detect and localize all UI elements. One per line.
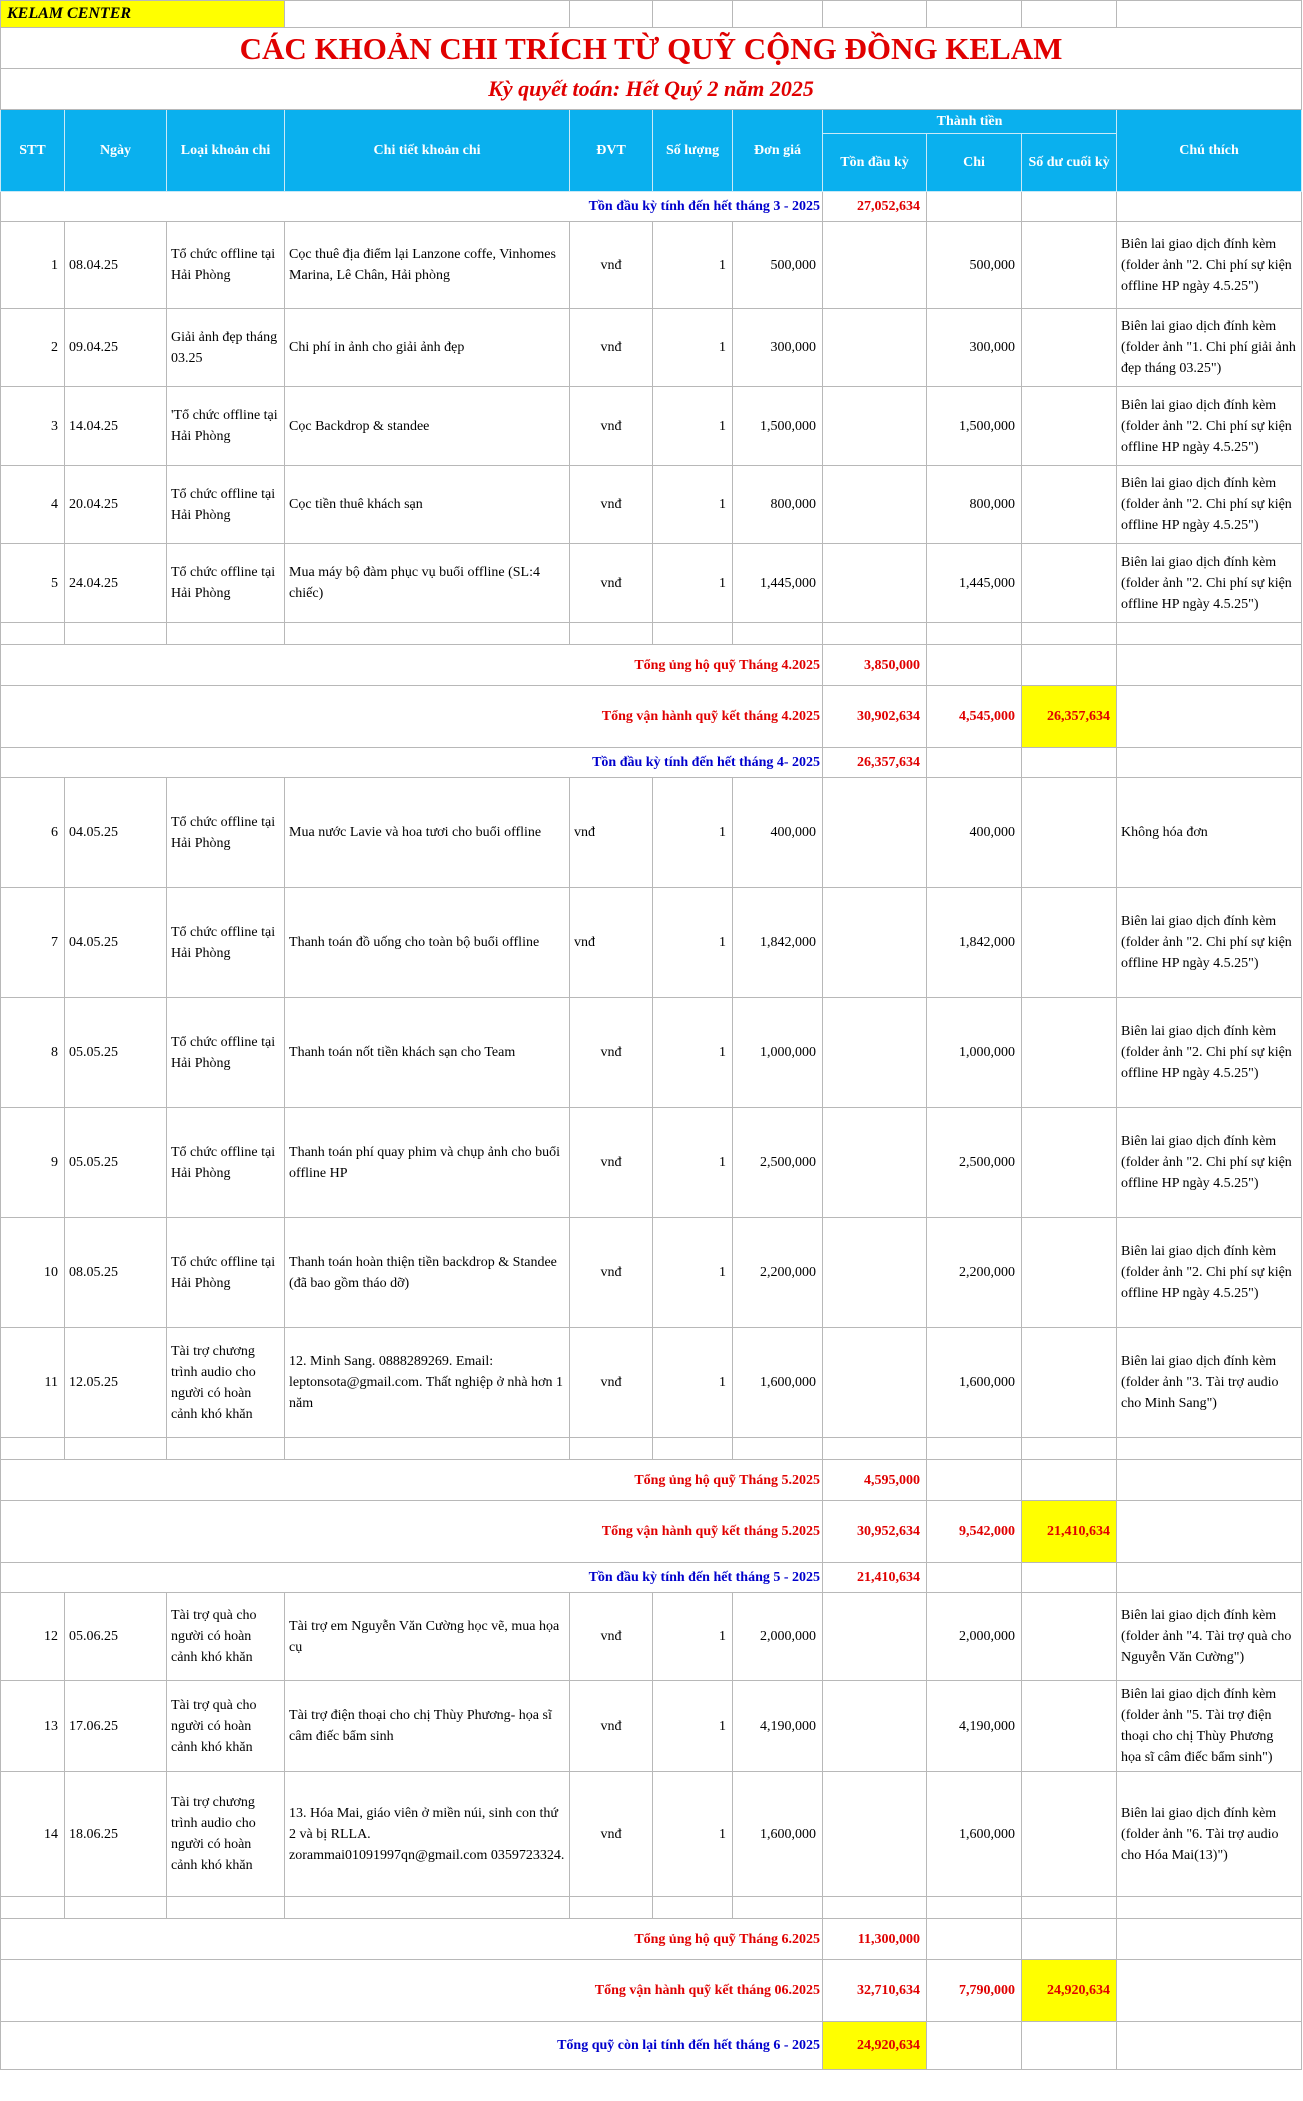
cell-closing bbox=[1022, 1328, 1117, 1438]
cell-stt: 12 bbox=[1, 1593, 65, 1681]
operating-total-label: Tổng vận hành quỹ kết tháng 4.2025 bbox=[1, 686, 823, 748]
cell-spend: 800,000 bbox=[927, 466, 1022, 544]
operating-total-row bbox=[1, 1960, 1302, 2022]
cell-date: 08.05.25 bbox=[65, 1218, 167, 1328]
operating-total-row bbox=[1, 1501, 1302, 1563]
cell-unit: vnđ bbox=[570, 466, 653, 544]
cell-unit: vnđ bbox=[570, 1681, 653, 1772]
cell-stt: 11 bbox=[1, 1328, 65, 1438]
cell-stt: 8 bbox=[1, 998, 65, 1108]
cell-note: Biên lai giao dịch đính kèm (folder ảnh "6. Tài trợ audio cho Hóa Mai(13)") bbox=[1117, 1772, 1302, 1897]
cell-closing bbox=[1022, 1593, 1117, 1681]
cell-detail: Cọc thuê địa điểm lại Lanzone coffe, Vinhomes Marina, Lê Chân, Hải phòng bbox=[285, 222, 570, 309]
support-total-value: 4,595,000 bbox=[823, 1460, 927, 1501]
cell-note: Biên lai giao dịch đính kèm (folder ảnh "4. Tài trợ quà cho Nguyễn Văn Cường") bbox=[1117, 1593, 1302, 1681]
operating-total-closing: 21,410,634 bbox=[1022, 1501, 1117, 1563]
cell-price: 300,000 bbox=[733, 309, 823, 387]
cell-qty: 1 bbox=[653, 1218, 733, 1328]
operating-total-label: Tổng vận hành quỹ kết tháng 06.2025 bbox=[1, 1960, 823, 2022]
cell-closing bbox=[1022, 1108, 1117, 1218]
opening-balance-row bbox=[1, 1563, 1302, 1593]
cell-unit: vnđ bbox=[570, 222, 653, 309]
table-row bbox=[1, 222, 1302, 309]
cell-stt: 6 bbox=[1, 778, 65, 888]
cell-type: Giải ảnh đẹp tháng 03.25 bbox=[167, 309, 285, 387]
cell-qty: 1 bbox=[653, 778, 733, 888]
cell-type: Tổ chức offline tại Hải Phòng bbox=[167, 1108, 285, 1218]
header-spend: Chi bbox=[927, 134, 1022, 192]
opening-balance-value: 26,357,634 bbox=[823, 748, 927, 778]
cell-unit: vnđ bbox=[570, 1772, 653, 1897]
cell-detail: Mua nước Lavie và hoa tươi cho buổi offline bbox=[285, 778, 570, 888]
cell-stt: 9 bbox=[1, 1108, 65, 1218]
cell-date: 08.04.25 bbox=[65, 222, 167, 309]
cell-spend: 1,842,000 bbox=[927, 888, 1022, 998]
table-row bbox=[1, 1108, 1302, 1218]
cell-note: Biên lai giao dịch đính kèm (folder ảnh "2. Chi phí sự kiện offline HP ngày 4.5.25") bbox=[1117, 888, 1302, 998]
operating-total-opening: 30,902,634 bbox=[823, 686, 927, 748]
header-opening: Tồn đầu kỳ bbox=[823, 134, 927, 192]
cell-qty: 1 bbox=[653, 1108, 733, 1218]
cell-price: 4,190,000 bbox=[733, 1681, 823, 1772]
cell-detail: 12. Minh Sang. 0888289269. Email: leptonsota@gmail.com. Thất nghiệp ở nhà hơn 1 năm bbox=[285, 1328, 570, 1438]
cell-price: 400,000 bbox=[733, 778, 823, 888]
support-total-label: Tổng ủng hộ quỹ Tháng 5.2025 bbox=[1, 1460, 823, 1501]
header-stt: STT bbox=[1, 110, 65, 192]
cell-type: Tổ chức offline tại Hải Phòng bbox=[167, 778, 285, 888]
cell-opening bbox=[823, 387, 927, 466]
cell-stt: 1 bbox=[1, 222, 65, 309]
operating-total-spend: 4,545,000 bbox=[927, 686, 1022, 748]
cell-detail: Chi phí in ảnh cho giải ảnh đẹp bbox=[285, 309, 570, 387]
header-closing: Số dư cuối kỳ bbox=[1022, 134, 1117, 192]
cell-closing bbox=[1022, 222, 1117, 309]
cell-note: Biên lai giao dịch đính kèm (folder ảnh "2. Chi phí sự kiện offline HP ngày 4.5.25") bbox=[1117, 1108, 1302, 1218]
table-row bbox=[1, 466, 1302, 544]
cell-unit: vnđ bbox=[570, 309, 653, 387]
cell-note: Biên lai giao dịch đính kèm (folder ảnh "5. Tài trợ điện thoại cho chị Thùy Phương họa sĩ câm điếc bẩm sinh") bbox=[1117, 1681, 1302, 1772]
cell-note: Không hóa đơn bbox=[1117, 778, 1302, 888]
cell-unit: vnđ bbox=[570, 998, 653, 1108]
brand-label: KELAM CENTER bbox=[1, 1, 285, 28]
cell-type: Tổ chức offline tại Hải Phòng bbox=[167, 1218, 285, 1328]
cell-spend: 1,000,000 bbox=[927, 998, 1022, 1108]
cell-detail: Cọc Backdrop & standee bbox=[285, 387, 570, 466]
operating-total-closing: 26,357,634 bbox=[1022, 686, 1117, 748]
cell-type: Tài trợ quà cho người có hoàn cảnh khó khăn bbox=[167, 1593, 285, 1681]
cell-stt: 10 bbox=[1, 1218, 65, 1328]
support-total-label: Tổng ủng hộ quỹ Tháng 6.2025 bbox=[1, 1919, 823, 1960]
cell-price: 800,000 bbox=[733, 466, 823, 544]
operating-total-spend: 7,790,000 bbox=[927, 1960, 1022, 2022]
cell-date: 09.04.25 bbox=[65, 309, 167, 387]
cell-detail: Thanh toán nốt tiền khách sạn cho Team bbox=[285, 998, 570, 1108]
cell-note: Biên lai giao dịch đính kèm (folder ảnh "2. Chi phí sự kiện offline HP ngày 4.5.25") bbox=[1117, 466, 1302, 544]
cell-stt: 13 bbox=[1, 1681, 65, 1772]
cell-closing bbox=[1022, 1218, 1117, 1328]
operating-total-label: Tổng vận hành quỹ kết tháng 5.2025 bbox=[1, 1501, 823, 1563]
cell-type: Tổ chức offline tại Hải Phòng bbox=[167, 544, 285, 623]
cell-opening bbox=[823, 1772, 927, 1897]
header-note: Chú thích bbox=[1117, 110, 1302, 192]
final-balance-row bbox=[1, 2022, 1302, 2070]
table-row bbox=[1, 1328, 1302, 1438]
cell-opening bbox=[823, 998, 927, 1108]
cell-qty: 1 bbox=[653, 1772, 733, 1897]
table-row bbox=[1, 888, 1302, 998]
cell-closing bbox=[1022, 309, 1117, 387]
header-amount-group: Thành tiền bbox=[823, 110, 1117, 134]
cell-opening bbox=[823, 309, 927, 387]
header-date: Ngày bbox=[65, 110, 167, 192]
cell-closing bbox=[1022, 1681, 1117, 1772]
cell-stt: 2 bbox=[1, 309, 65, 387]
cell-price: 1,600,000 bbox=[733, 1328, 823, 1438]
cell-stt: 5 bbox=[1, 544, 65, 623]
cell-detail: Tài trợ em Nguyễn Văn Cường học vẽ, mua họa cụ bbox=[285, 1593, 570, 1681]
operating-total-spend: 9,542,000 bbox=[927, 1501, 1022, 1563]
cell-note: Biên lai giao dịch đính kèm (folder ảnh "2. Chi phí sự kiện offline HP ngày 4.5.25") bbox=[1117, 387, 1302, 466]
cell-note: Biên lai giao dịch đính kèm (folder ảnh "1. Chi phí giải ảnh đẹp tháng 03.25") bbox=[1117, 309, 1302, 387]
cell-spend: 500,000 bbox=[927, 222, 1022, 309]
cell-closing bbox=[1022, 544, 1117, 623]
cell-opening bbox=[823, 1593, 927, 1681]
cell-price: 2,000,000 bbox=[733, 1593, 823, 1681]
cell-unit: vnđ bbox=[570, 1218, 653, 1328]
cell-price: 2,200,000 bbox=[733, 1218, 823, 1328]
cell-qty: 1 bbox=[653, 387, 733, 466]
cell-qty: 1 bbox=[653, 544, 733, 623]
opening-balance-label: Tồn đầu kỳ tính đến hết tháng 3 - 2025 bbox=[1, 192, 823, 222]
cell-qty: 1 bbox=[653, 222, 733, 309]
cell-unit: vnđ bbox=[570, 1328, 653, 1438]
cell-closing bbox=[1022, 778, 1117, 888]
support-total-label: Tổng ủng hộ quỹ Tháng 4.2025 bbox=[1, 645, 823, 686]
cell-type: Tài trợ chương trình audio cho người có hoàn cảnh khó khăn bbox=[167, 1328, 285, 1438]
cell-spend: 2,200,000 bbox=[927, 1218, 1022, 1328]
cell-spend: 2,500,000 bbox=[927, 1108, 1022, 1218]
cell-price: 1,600,000 bbox=[733, 1772, 823, 1897]
cell-spend: 1,500,000 bbox=[927, 387, 1022, 466]
cell-detail: Cọc tiền thuê khách sạn bbox=[285, 466, 570, 544]
page-title: CÁC KHOẢN CHI TRÍCH TỪ QUỸ CỘNG ĐỒNG KELAM bbox=[1, 28, 1302, 69]
support-total-row bbox=[1, 1460, 1302, 1501]
table-row bbox=[1, 309, 1302, 387]
cell-stt: 7 bbox=[1, 888, 65, 998]
cell-spend: 1,600,000 bbox=[927, 1328, 1022, 1438]
header-qty: Số lượng bbox=[653, 110, 733, 192]
cell-closing bbox=[1022, 998, 1117, 1108]
header-price: Đơn giá bbox=[733, 110, 823, 192]
cell-price: 1,445,000 bbox=[733, 544, 823, 623]
cell-type: 'Tổ chức offline tại Hải Phòng bbox=[167, 387, 285, 466]
cell-spend: 300,000 bbox=[927, 309, 1022, 387]
support-total-row bbox=[1, 1919, 1302, 1960]
cell-type: Tài trợ chương trình audio cho người có hoàn cảnh khó khăn bbox=[167, 1772, 285, 1897]
opening-balance-label: Tồn đầu kỳ tính đến hết tháng 5 - 2025 bbox=[1, 1563, 823, 1593]
cell-date: 04.05.25 bbox=[65, 778, 167, 888]
cell-detail: 13. Hóa Mai, giáo viên ở miền núi, sinh con thứ 2 và bị RLLA. zorammai01091997qn@gmail.com 0359723324. bbox=[285, 1772, 570, 1897]
cell-date: 18.06.25 bbox=[65, 1772, 167, 1897]
cell-closing bbox=[1022, 466, 1117, 544]
cell-date: 05.05.25 bbox=[65, 998, 167, 1108]
cell-detail: Mua máy bộ đàm phục vụ buổi offline (SL:4 chiếc) bbox=[285, 544, 570, 623]
cell-stt: 4 bbox=[1, 466, 65, 544]
cell-date: 05.05.25 bbox=[65, 1108, 167, 1218]
operating-total-row bbox=[1, 686, 1302, 748]
opening-balance-value: 27,052,634 bbox=[823, 192, 927, 222]
cell-qty: 1 bbox=[653, 998, 733, 1108]
cell-detail: Thanh toán hoàn thiện tiền backdrop & Standee (đã bao gồm tháo dỡ) bbox=[285, 1218, 570, 1328]
cell-type: Tổ chức offline tại Hải Phòng bbox=[167, 888, 285, 998]
cell-unit: vnđ bbox=[570, 387, 653, 466]
table-row bbox=[1, 544, 1302, 623]
cell-date: 24.04.25 bbox=[65, 544, 167, 623]
cell-price: 2,500,000 bbox=[733, 1108, 823, 1218]
cell-closing bbox=[1022, 387, 1117, 466]
cell-price: 1,500,000 bbox=[733, 387, 823, 466]
cell-qty: 1 bbox=[653, 466, 733, 544]
table-row bbox=[1, 998, 1302, 1108]
cell-unit: vnđ bbox=[570, 1593, 653, 1681]
cell-unit: vnđ bbox=[570, 1108, 653, 1218]
cell-note: Biên lai giao dịch đính kèm (folder ảnh "2. Chi phí sự kiện offline HP ngày 4.5.25") bbox=[1117, 222, 1302, 309]
cell-price: 500,000 bbox=[733, 222, 823, 309]
opening-balance-row bbox=[1, 748, 1302, 778]
cell-opening bbox=[823, 544, 927, 623]
table-row bbox=[1, 1772, 1302, 1897]
cell-date: 05.06.25 bbox=[65, 1593, 167, 1681]
cell-detail: Tài trợ điện thoại cho chị Thùy Phương- họa sĩ câm điếc bẩm sinh bbox=[285, 1681, 570, 1772]
header-type: Loại khoản chi bbox=[167, 110, 285, 192]
cell-opening bbox=[823, 1108, 927, 1218]
cell-opening bbox=[823, 1218, 927, 1328]
cell-opening bbox=[823, 778, 927, 888]
cell-qty: 1 bbox=[653, 309, 733, 387]
support-total-value: 3,850,000 bbox=[823, 645, 927, 686]
support-total-row bbox=[1, 645, 1302, 686]
final-balance-label: Tổng quỹ còn lại tính đến hết tháng 6 - 2025 bbox=[1, 2022, 823, 2070]
cell-spend: 1,600,000 bbox=[927, 1772, 1022, 1897]
table-row bbox=[1, 1681, 1302, 1772]
cell-qty: 1 bbox=[653, 888, 733, 998]
cell-spend: 4,190,000 bbox=[927, 1681, 1022, 1772]
operating-total-closing: 24,920,634 bbox=[1022, 1960, 1117, 2022]
cell-type: Tổ chức offline tại Hải Phòng bbox=[167, 466, 285, 544]
final-balance-value: 24,920,634 bbox=[823, 2022, 927, 2070]
cell-date: 17.06.25 bbox=[65, 1681, 167, 1772]
cell-date: 14.04.25 bbox=[65, 387, 167, 466]
cell-unit: vnđ bbox=[570, 544, 653, 623]
opening-balance-value: 21,410,634 bbox=[823, 1563, 927, 1593]
page-subtitle: Kỳ quyết toán: Hết Quý 2 năm 2025 bbox=[1, 69, 1302, 110]
table-row bbox=[1, 1218, 1302, 1328]
cell-date: 20.04.25 bbox=[65, 466, 167, 544]
cell-stt: 3 bbox=[1, 387, 65, 466]
opening-balance-row bbox=[1, 192, 1302, 222]
cell-price: 1,000,000 bbox=[733, 998, 823, 1108]
spacer-row bbox=[1, 623, 1302, 645]
cell-opening bbox=[823, 1681, 927, 1772]
cell-detail: Thanh toán đồ uống cho toàn bộ buổi offline bbox=[285, 888, 570, 998]
header-unit: ĐVT bbox=[570, 110, 653, 192]
cell-detail: Thanh toán phí quay phim và chụp ảnh cho buổi offline HP bbox=[285, 1108, 570, 1218]
cell-qty: 1 bbox=[653, 1593, 733, 1681]
cell-qty: 1 bbox=[653, 1328, 733, 1438]
cell-note: Biên lai giao dịch đính kèm (folder ảnh "3. Tài trợ audio cho Minh Sang") bbox=[1117, 1328, 1302, 1438]
cell-spend: 1,445,000 bbox=[927, 544, 1022, 623]
table-row bbox=[1, 778, 1302, 888]
cell-opening bbox=[823, 888, 927, 998]
table-row bbox=[1, 1593, 1302, 1681]
cell-closing bbox=[1022, 888, 1117, 998]
cell-type: Tổ chức offline tại Hải Phòng bbox=[167, 222, 285, 309]
cell-opening bbox=[823, 1328, 927, 1438]
spacer-row bbox=[1, 1438, 1302, 1460]
cell-opening bbox=[823, 222, 927, 309]
operating-total-opening: 32,710,634 bbox=[823, 1960, 927, 2022]
opening-balance-label: Tồn đầu kỳ tính đến hết tháng 4- 2025 bbox=[1, 748, 823, 778]
cell-qty: 1 bbox=[653, 1681, 733, 1772]
cell-unit: vnđ bbox=[570, 888, 653, 998]
cell-type: Tài trợ quà cho người có hoàn cảnh khó khăn bbox=[167, 1681, 285, 1772]
cell-spend: 2,000,000 bbox=[927, 1593, 1022, 1681]
cell-note: Biên lai giao dịch đính kèm (folder ảnh "2. Chi phí sự kiện offline HP ngày 4.5.25") bbox=[1117, 1218, 1302, 1328]
cell-note: Biên lai giao dịch đính kèm (folder ảnh "2. Chi phí sự kiện offline HP ngày 4.5.25") bbox=[1117, 544, 1302, 623]
cell-type: Tổ chức offline tại Hải Phòng bbox=[167, 998, 285, 1108]
cell-opening bbox=[823, 466, 927, 544]
cell-stt: 14 bbox=[1, 1772, 65, 1897]
cell-closing bbox=[1022, 1772, 1117, 1897]
cell-note: Biên lai giao dịch đính kèm (folder ảnh "2. Chi phí sự kiện offline HP ngày 4.5.25") bbox=[1117, 998, 1302, 1108]
cell-date: 12.05.25 bbox=[65, 1328, 167, 1438]
operating-total-opening: 30,952,634 bbox=[823, 1501, 927, 1563]
cell-date: 04.05.25 bbox=[65, 888, 167, 998]
spacer-row bbox=[1, 1897, 1302, 1919]
header-detail: Chi tiết khoản chi bbox=[285, 110, 570, 192]
table-row bbox=[1, 387, 1302, 466]
cell-spend: 400,000 bbox=[927, 778, 1022, 888]
cell-unit: vnđ bbox=[570, 778, 653, 888]
support-total-value: 11,300,000 bbox=[823, 1919, 927, 1960]
cell-price: 1,842,000 bbox=[733, 888, 823, 998]
